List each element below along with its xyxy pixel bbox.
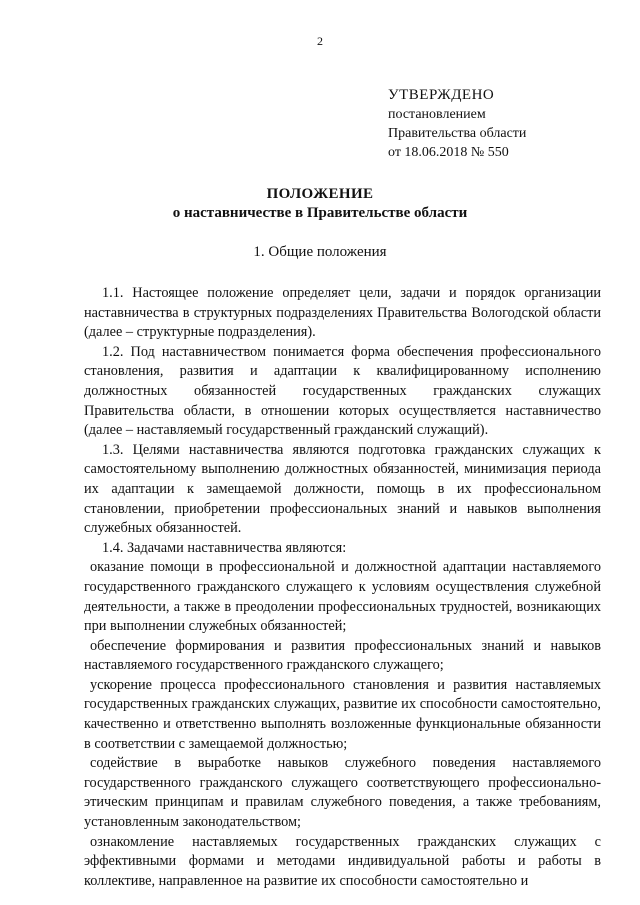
document-subtitle: о наставничестве в Правительстве области [172, 205, 468, 221]
task-item: обеспечение формирования и развития профессиональных знаний и навыков наставляемого государственного гражданского служащего; [84, 637, 601, 674]
section-heading: 1. Общие положения [253, 244, 387, 260]
approval-line: постановлением [388, 107, 486, 122]
paragraph: 1.3. Целями наставничества являются подготовка гражданских служащих к самостоятельному выполнению должностных обязанностей, минимизация периода их адаптации к замещаемой должности, помощь в их профессиональном становлении, приобретении профессиональных знаний и навыков выполнения служебных обязанностей. [84, 441, 601, 537]
document-title: ПОЛОЖЕНИЕ [266, 186, 374, 202]
task-item: ознакомление наставляемых государственных гражданских служащих с эффективными формами и методами индивидуальной работы и работы в коллективе, направленное на развитие их способности самостоятельно и [84, 833, 601, 889]
page-number: 2 [317, 34, 323, 48]
approval-line: Правительства области [388, 126, 527, 141]
approval-line: от 18.06.2018 № 550 [388, 145, 509, 160]
task-item: оказание помощи в профессиональной и должностной адаптации наставляемого государственного гражданского служащего к условиям осуществления служебной деятельности, а также в преодолении профессиональных трудностей, возникающих при выполнении служебных обязанностей; [84, 559, 601, 635]
document-body [84, 284, 601, 891]
paragraph: 1.1. Настоящее положение определяет цели, задачи и порядок организации наставничества в структурных подразделениях Правительства Вологодской области (далее – структурные подразделения). [84, 285, 601, 341]
approval-heading: УТВЕРЖДЕНО [388, 87, 495, 103]
task-item: ускорение процесса профессионального становления и развития наставляемых государственных гражданских служащих, развитие их способности самостоятельно, качественно и ответственно выполнять возложенные функциональные обязанности в соответствии с замещаемой должностью; [84, 676, 601, 752]
paragraph: 1.2. Под наставничеством понимается форма обеспечения профессионального становления, развития и адаптации к квалифицированному исполнению должностных обязанностей государственных гражданских служащих Правительства области, в отношении которых осуществляется наставничество (далее – наставляемый государственный гражданский служащий). [84, 343, 601, 439]
paragraph: 1.4. Задачами наставничества являются: [102, 539, 347, 556]
approval-stamp-block [388, 86, 526, 162]
task-item: содействие в выработке навыков служебного поведения наставляемого государственного гражданского служащего соответствующего профессионально-этическим принципам и правилам служебного поведения, а также требованиям, установленным законодательством; [84, 755, 601, 831]
